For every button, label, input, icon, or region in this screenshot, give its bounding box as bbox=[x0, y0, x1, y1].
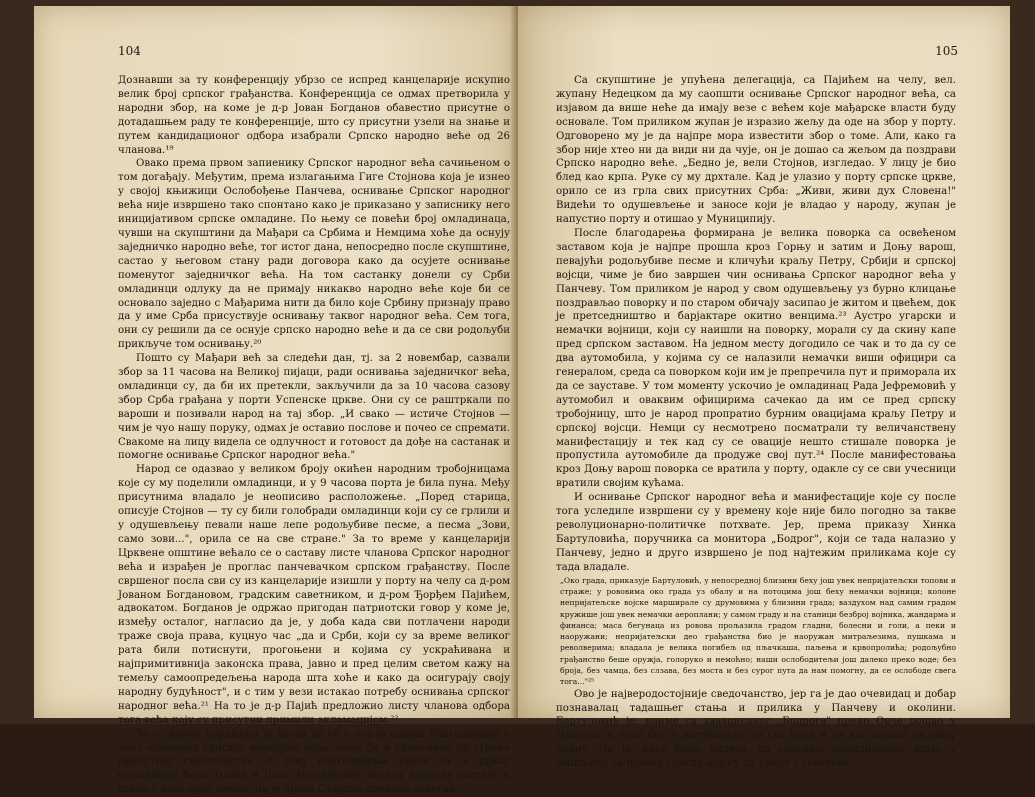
block-quote: „Око града, приказује Бартуловић, у непосредној близини беху још увек непријатељски топови и страже; у рововима око града уз обалу и на потоцима још беху немачки војници; колоне непријатељске војске марширале су друмовима у близини града; ваздухом над самим градом кружише још увек немачки аероплани; у самом граду и на станици безброј војника, жандарма и финанса; маса бегунаца из ровова прољазила градом гладни, болесни и голи, а пеки и наоружани; непријатељски део грађанства био је наоружан митраљезима, пушкама и револверима; владала је велика погибељ од пљачкаша, паљења и крвопролића; родољубно грађанство беше оружја, голоруко и немоћно; наши ослободитељи још далеко преко воде; без броја, без чамца, без слзава, без моста и без сурог пута да нам помогну, да се ослободе свега тога..."²⁵ bbox=[560, 575, 956, 687]
paragraph: И оснивање Српског народног већа и манифестације које су после тога уследиле извршени су у времену које није било погодно за такве револуционарно-политичке потхвате. Јер, према приказу Хинка Бартуловића, поручника са монитора „Бодрог", који се тада налазио у Панчеву, једно и друго извршено је под најтежим приликама које су тада владале. bbox=[556, 492, 956, 573]
paragraph: Са скупштине је упућена делегација, са Пајићем на челу, вел. жупану Недецком да му саопшти оснивање Српског народног већа, са изјавом да више неће да имају везе с већем које мађарске власти буду основале. Том приликом жупан је изразио жељу да оде на збор у порту. Одговорено му је да најпре мора известити збор о томе. Али, како га збор није хтео ни да види ни да чује, он је дошао са жељом да поздрави Српско народно веће. „Бедно је, вели Стојнов, изгледао. У лицу је био блед као крпа. Руке су му дрхтале. Кад је улазио у порту српске цркве, орило се из грла свих присутних Срба: „Живи, живи дух Словена!" Видећи то одушевљење и заносе који је владао у народу, жупан је напустио порту и отишао у Муниципију. bbox=[556, 75, 956, 226]
paragraph: После благодарења формирана је велика поворка са освећеном заставом која је најпре прошла кроз Горњу и затим и Доњу варош, певајући родољубиве песме и кличући краљу Петру, Србији и српској војсци, чиме је био завршен чин оснивања Српског народног већа у Панчеву. Том приликом је народ у свом одушевљењу уз бурно клицање поздрављао поворку и по старом обичају засипао је житом и цвећем, док је претседништво и барјактаре окитио венцима.²³ Аустро угарски и немачки војници, који су наишли на поворку, морали су да скину капе пред српском заставом. На једном месту догодило се чак и то да су се два аутомобила, у којима су се налазили немачки виши официри са генералом, среда са поворком који им је препречила пут и приморала их да се зауставе. У том моменту ускочио је омладинац Рада Јефремовић у аутомобил и оваквим официрима сачекао да им се пред српску тробојницу, што је народ пропратио бурним овацијама краљу Петру и српској војсци. Немци су несмотрено посматрали ту величанствену манифестацију и тек кад су се овације нешто стишале поворка је пропустила аутомобиле да продуже свој пут.²⁴ После манифестовања кроз Доњу варош поворка се вратила у порту, одакле су се сви учесници вратили својим кућама. bbox=[556, 227, 956, 490]
page-number-left: 104 bbox=[118, 44, 141, 58]
right-page bbox=[518, 6, 1010, 770]
paragraph: За то време изражена је жеља да се у порти одржи благодарење у част оснивања српског народног већа, чему би и удовољено од стране присутног свештенства. У току благодарења унели су у цркву омладинци Бора Томић и Лаза Антонијевић велику народну заставу и стали с њом пред амвон, па је прота Стојшић свечано осветио. bbox=[118, 728, 510, 796]
page-number-right: 105 bbox=[935, 44, 958, 58]
paragraph: Пошто су Мађари већ за следећи дан, тј. за 2 новембар, сазвали збор за 11 часова на Великој пијаци, ради оснивања заједничког већа, омладинци су, да би их претекли, закључили да за 10 часова сазову збор Срба грађана у порти Успенске цркве. Они су се раштркали по вароши и позивали народ на тај збор. „И свако — истиче Стојнов — чим је чуо нашу поруку, одмах је оставио послове и почео се спремати. Свакоме на лицу видела се одлучност и готовост да дође на састанак и помогне оснивање Српског народног већа." bbox=[118, 353, 510, 462]
paragraph: Ово је најверодостојније сведочанство, јер га је дао очевидац и добар познавалац тадашњег стања и прилика у Панчеву и околини. Бартуловић је, наиме са хаварисаног „Бодрога" преко Овче дошао у Панчево и тако био у могућности да све види и да као војник да своју оцену. Он је, како ћемо видети, са српским омладинцима ишао у Вишњицу да позову српску војску да пређе у Панчево. bbox=[556, 688, 956, 770]
right-page-body bbox=[556, 74, 956, 771]
left-page bbox=[34, 6, 518, 796]
left-page-body bbox=[118, 74, 510, 797]
paragraph: Народ се одазвао у великом броју окићен народним тробојницама које су му поделили омладинци, и у 9 часова порта је била пуна. Међу присутнима владало је неописиво расположење. „Поред старица, описује Стојнов — ту су били голобради омладинци који су се грлили и у одушевљењу певали наше лепе родољубиве песме, а песма „Зови, само зови...", орила се на све стране." За то време у канцеларији Црквене општине већало се о саставу листе чланова Српског народног већа и израђен је проглас панчевачком српском грађанству. После свршеног посла сви су из канцеларије изишли у порту на челу са д-ром Јованом Богдановом, градским саветником, и д-ром Ђорђем Пајићем, адвокатом. Богданов је одржао пригодан патриотски говор у коме је, између осталог, нагласио да је, у доба када сви потлачени народи траже своја права, куцнуо час „да и Срби, који су за време великог рата били потиснути, прогоњени и којима су ускраћивана и најпримитивнија законска права, јавно и пред целим светом кажу на темељу самоопредељења народа шта хоће и како да осигурају своју народну будућност", и с тим у вези истакао потребу оснивања српског народног већа.²¹ На то је д-р Пајић предложио листу чланова одбора тога већа коју су присутни примили акламацијом.²² bbox=[118, 464, 510, 726]
paragraph: Дознавши за ту конференцију убрзо се испред канцеларије искупио велик број српског грађанства. Конференција се одмах претворила у народни збор, на коме је д-р Јован Богданов обавестио присутне о дотадашњем раду те конференције, што су присутни узели на знање и путем кандидационог одбора изабрали Српско народно веће од 26 чланова.¹⁹ bbox=[118, 75, 510, 156]
paragraph: Овако према првом запиенику Српског народног већа сачињеном о том догађају. Међутим, према излагањима Гиге Стојнова која је изнео у својој књижици Ослобођење Панчева, оснивање Српског народног већа није извршено тако спонтано како је приказано у записнику него иницијативом српске омладине. По њему се повећи број омладинаца, чувши на скупштини да Мађари са Србима и Немцима хоће да оснују заједничко народно веће, тог истог дана, непосредно после скупштине, састао у његовом стану ради договора како да осујете оснивање поменутог заједничког већа. На том састанку донели су Срби омладинци одлуку да не примају никакво народно веће које би се основало заједно с Мађарима нити да било које Србину признају право да у име Срба присуствује оснивању таквог народног већа. Сем тога, они су решили да се оснује српско народно веће и да се сви родољуби прикључе том оснивању.²⁰ bbox=[118, 158, 510, 351]
